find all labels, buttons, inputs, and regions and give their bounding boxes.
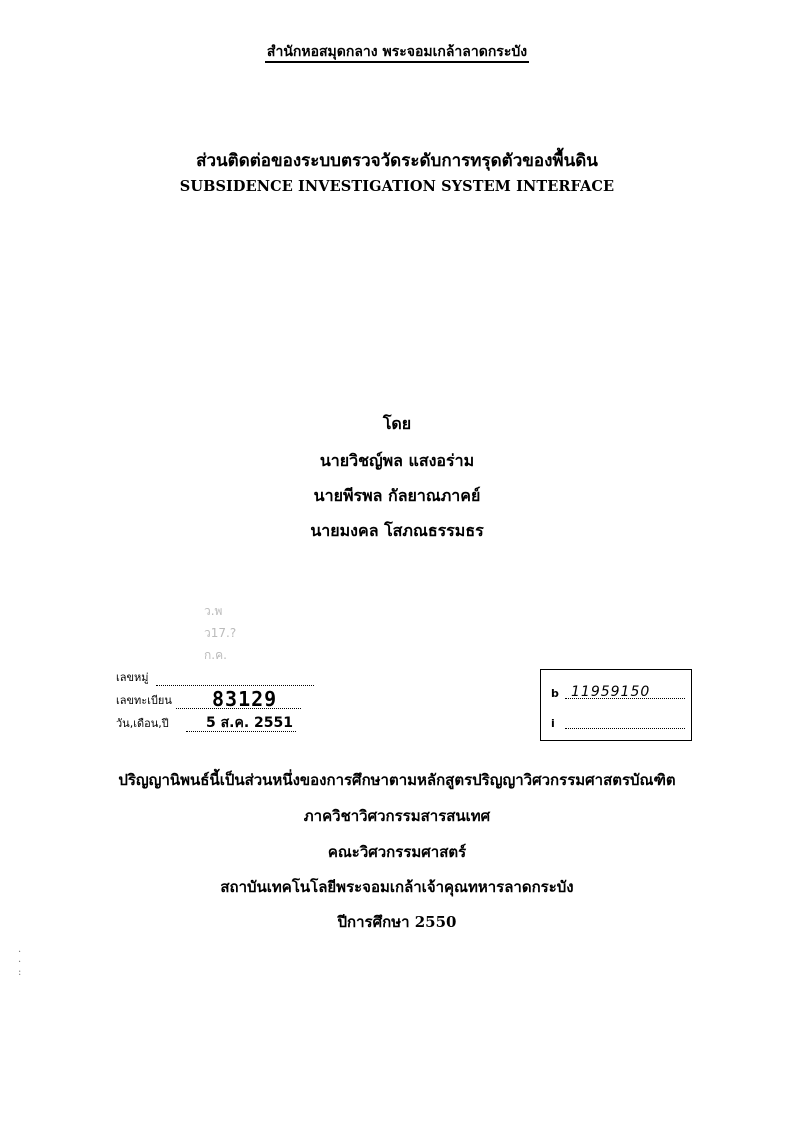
department-name: ภาควิชาวิศวกรรมสารสนเทศ	[303, 807, 491, 825]
catalog-i-label: i	[551, 717, 555, 730]
title-thai: ส่วนติดต่อของระบบตรวจวัดระดับการทรุดตัวของพื้นดิน	[196, 151, 598, 171]
institute-name: สถาบันเทคโนโลยีพระจอมเกล้าเจ้าคุณทหารลาดกระบัง	[220, 878, 574, 896]
date-received: 5 ส.ค. 2551	[206, 715, 294, 731]
call-number-label: เลขหมู่	[116, 671, 149, 684]
registration-row	[116, 689, 316, 712]
title-english: SUBSIDENCE INVESTIGATION SYSTEM INTERFACE	[179, 178, 615, 195]
author-1: นายวิชญ์พล แสงอร่าม	[319, 451, 475, 470]
date-row	[116, 712, 316, 735]
faculty-name: คณะวิศวกรรมศาสตร์	[327, 843, 467, 861]
catalog-b-number: 11959150	[571, 684, 651, 700]
catalog-b-row	[551, 682, 685, 702]
author-2: นายพีรพล กัลยาณภาคย์	[313, 486, 481, 505]
date-label: วัน,เดือน,ปี	[116, 717, 169, 730]
registration-label: เลขทะเบียน	[116, 694, 172, 707]
margin-scan-mark: · · :	[18, 947, 22, 978]
catalog-box	[540, 669, 692, 741]
by-label: โดย	[382, 414, 412, 433]
author-3: นายมงคล โสภณธรรมธร	[310, 521, 484, 540]
library-stamp-text: สำนักหอสมุดกลาง พระจอมเกล้าลาดกระบัง	[265, 44, 529, 63]
library-record-stamp	[116, 666, 316, 735]
faint-mark: ว.พ	[204, 604, 223, 618]
library-stamp	[0, 41, 794, 63]
catalog-i-dots	[565, 728, 685, 729]
call-number-row	[116, 666, 316, 689]
faint-mark: ว17.?	[204, 626, 237, 640]
catalog-i-row	[551, 712, 685, 732]
faint-mark: ก.ค.	[204, 648, 227, 662]
faint-handwritten-marks	[204, 600, 236, 666]
academic-year: ปีการศึกษา 2550	[337, 913, 457, 931]
call-number-line	[156, 685, 314, 686]
thesis-statement: ปริญญานิพนธ์นี้เป็นส่วนหนึ่งของการศึกษาตามหลักสูตรปริญญาวิศวกรรมศาสตรบัณฑิต	[118, 771, 676, 789]
registration-number: 83129	[212, 687, 278, 711]
catalog-b-label: b	[551, 687, 559, 700]
